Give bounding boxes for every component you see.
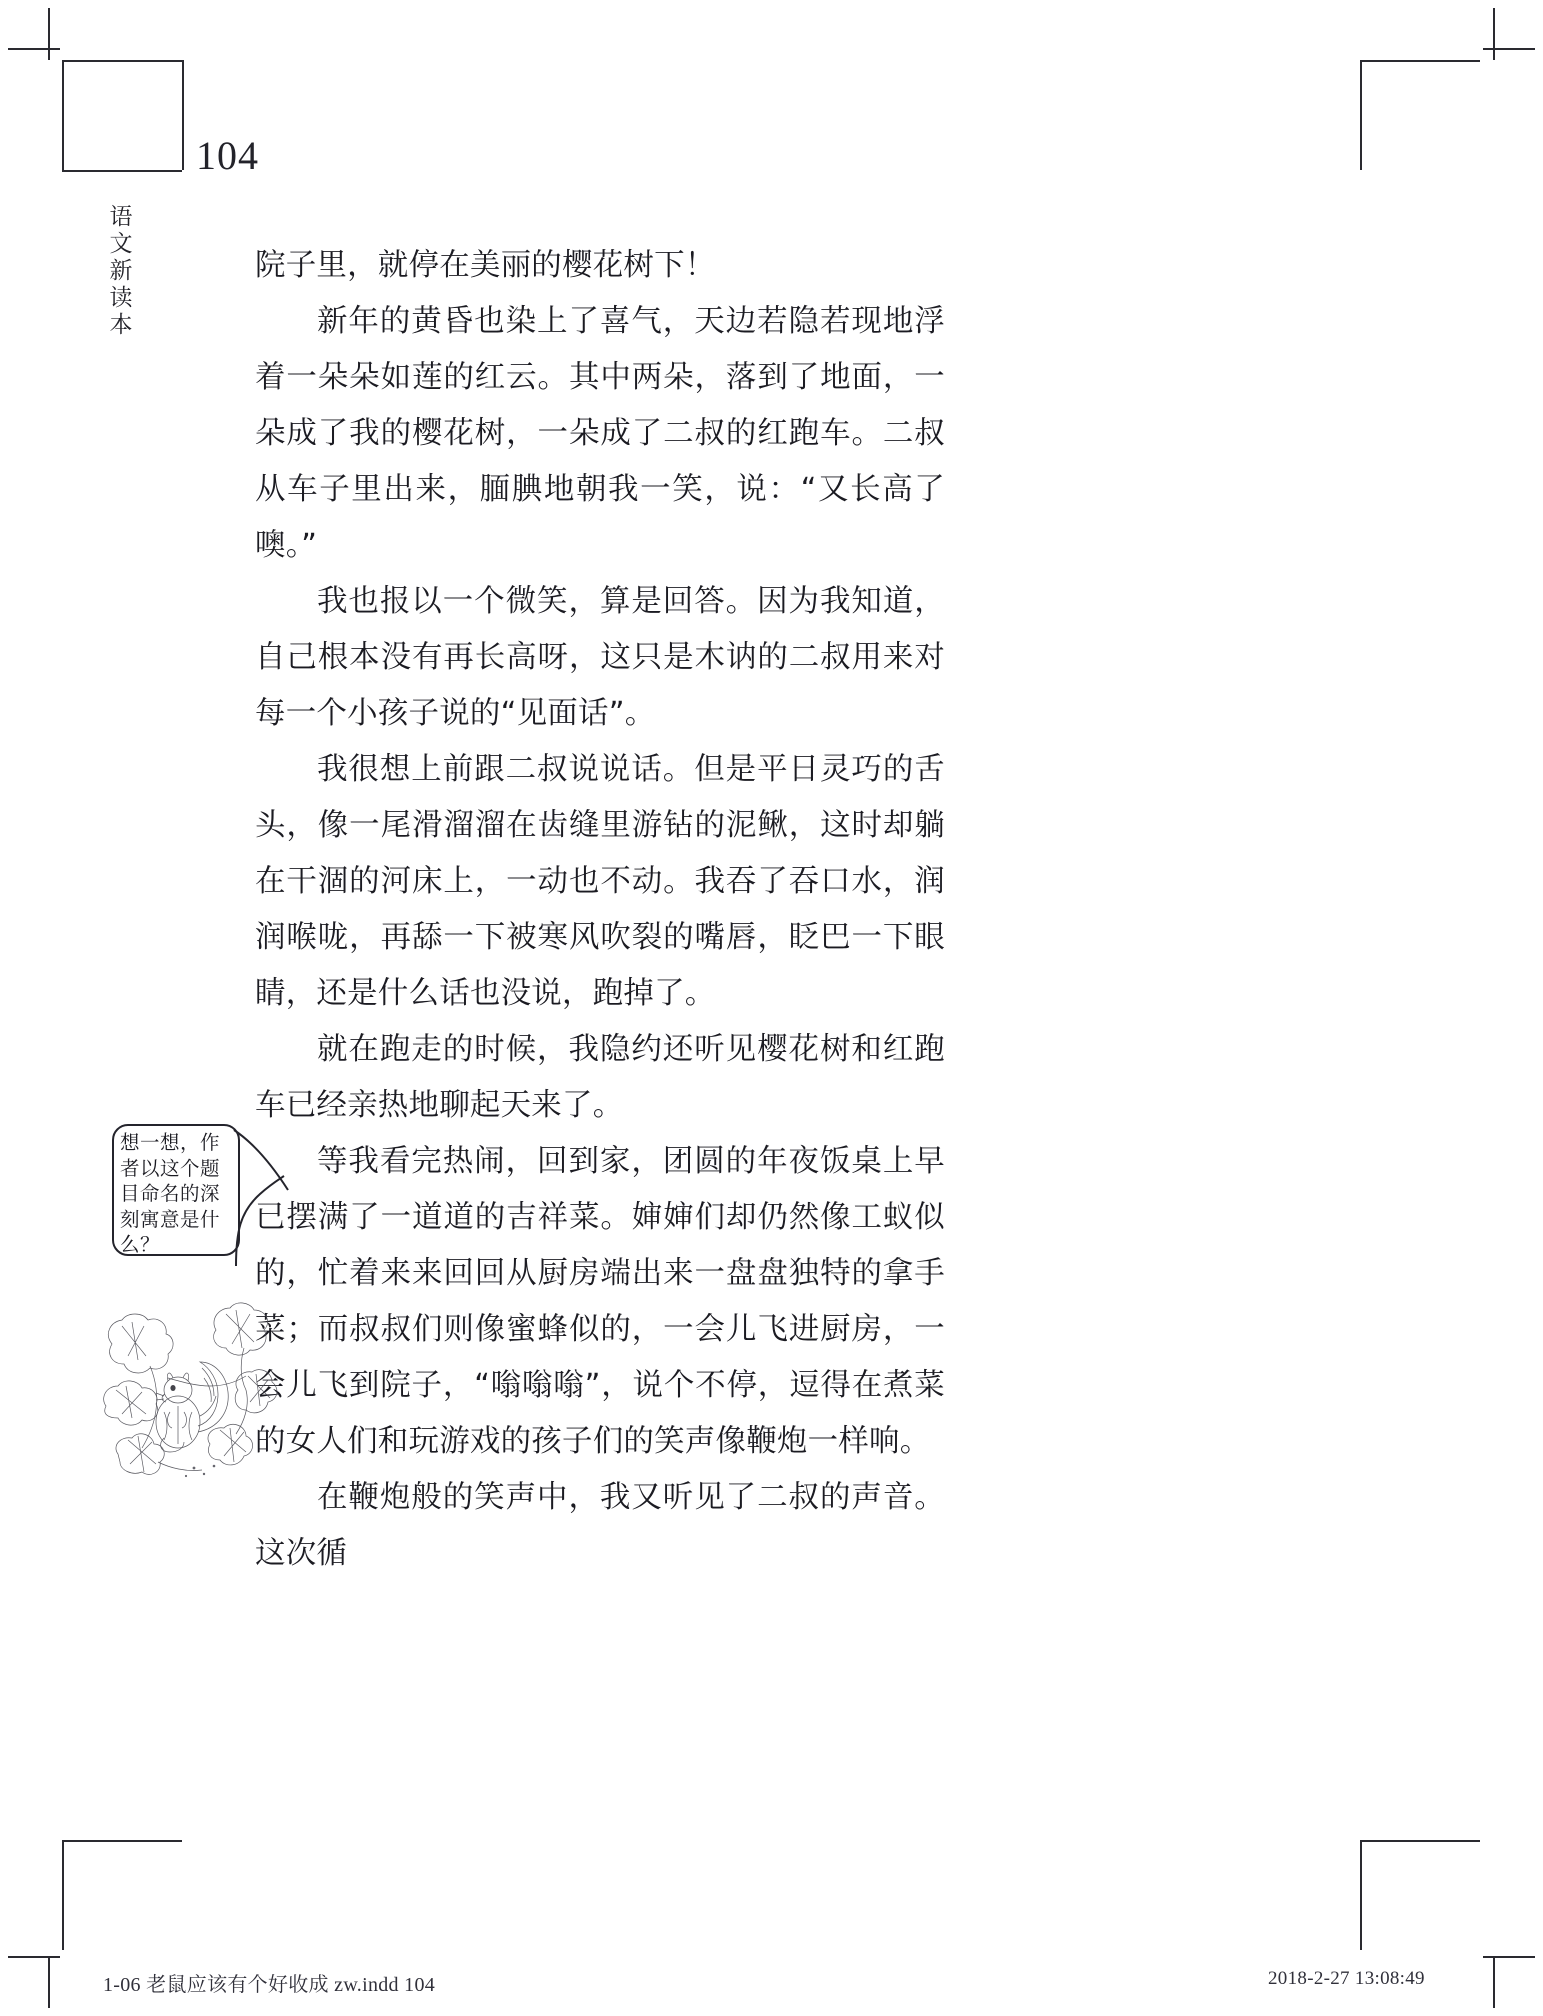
page-number: 104 — [196, 133, 259, 178]
footer-file-info: 1-06 老鼠应该有个好收成 zw.indd 104 — [103, 1974, 436, 1996]
squirrel-illustration — [98, 1286, 284, 1486]
corner-rule-top-right-b — [1360, 60, 1362, 170]
running-head — [104, 204, 138, 339]
body-text-column — [255, 238, 945, 1582]
body-paragraph: 等我看完热闹，回到家，团圆的年夜饭桌上早已摆满了一道道的吉祥菜。婶婶们却仍然像工蚁似的，忙着来来回回从厨房端出来一盘盘独特的拿手菜；而叔叔们则像蜜蜂似的，一会儿飞进厨房，一会儿飞到院子，“嗡嗡嗡”，说个不停，逗得在煮菜的女人们和玩游戏的孩子们的笑声像鞭炮一样响。 — [255, 1144, 945, 1459]
bubble-tail-lower-icon — [230, 1172, 286, 1268]
body-paragraph: 新年的黄昏也染上了喜气，天边若隐若现地浮着一朵朵如莲的红云。其中两朵，落到了地面，一朵成了我的樱花树，一朵成了二叔的红跑车。二叔从车子里出来，腼腆地朝我一笑，说：“又长高了噢。” — [255, 304, 945, 563]
running-head-char: 本 — [109, 312, 133, 338]
corner-rule-top-left-d — [62, 60, 64, 170]
corner-rule-top-left-a — [62, 60, 182, 62]
body-paragraph: 院子里，就停在美丽的樱花树下！ — [255, 248, 716, 283]
body-paragraph: 就在跑走的时候，我隐约还听见樱花树和红跑车已经亲热地聊起天来了。 — [255, 1032, 945, 1123]
crop-mark-bottom-left-horizontal — [8, 1956, 60, 1958]
running-head-char: 读 — [109, 285, 133, 311]
corner-rule-bottom-right-a — [1360, 1840, 1362, 1950]
crop-mark-bottom-left-vertical — [48, 1956, 50, 2008]
crop-mark-top-left-horizontal — [8, 48, 60, 50]
corner-rule-bottom-right-b — [1360, 1840, 1480, 1842]
crop-mark-top-right-vertical — [1493, 8, 1495, 60]
margin-question-bubble — [104, 1124, 279, 1269]
body-paragraph: 我很想上前跟二叔说说话。但是平日灵巧的舌头，像一尾滑溜溜在齿缝里游钻的泥鳅，这时却躺在干涸的河床上，一动也不动。我吞了吞口水，润润喉咙，再舔一下被寒风吹裂的嘴唇，眨巴一下眼睛，还是什么话也没说，跑掉了。 — [255, 752, 945, 1011]
body-paragraph: 在鞭炮般的笑声中，我又听见了二叔的声音。这次循 — [255, 1480, 945, 1571]
crop-mark-bottom-right-horizontal — [1483, 1956, 1535, 1958]
crop-mark-top-right-horizontal — [1483, 48, 1535, 50]
footer-timestamp: 2018-2-27 13:08:49 — [1268, 1968, 1425, 1989]
crop-mark-bottom-right-vertical — [1493, 1956, 1495, 2008]
bubble-question-text: 想一想，作者以这个题目命名的深刻寓意是什么？ — [120, 1131, 221, 1256]
running-head-char: 语 — [109, 204, 133, 230]
running-head-char: 新 — [109, 258, 133, 284]
body-paragraph: 我也报以一个微笑，算是回答。因为我知道，自己根本没有再长高呀，这只是木讷的二叔用来对每一个小孩子说的“见面话”。 — [255, 584, 945, 731]
corner-rule-bottom-left-a — [62, 1840, 64, 1950]
corner-rule-top-left-c — [62, 170, 182, 172]
corner-rule-top-right-a — [1360, 60, 1480, 62]
running-head-char: 文 — [109, 231, 133, 257]
corner-rule-top-left-b — [182, 60, 184, 170]
crop-mark-top-left-vertical — [48, 8, 50, 60]
corner-rule-bottom-left-b — [62, 1840, 182, 1842]
